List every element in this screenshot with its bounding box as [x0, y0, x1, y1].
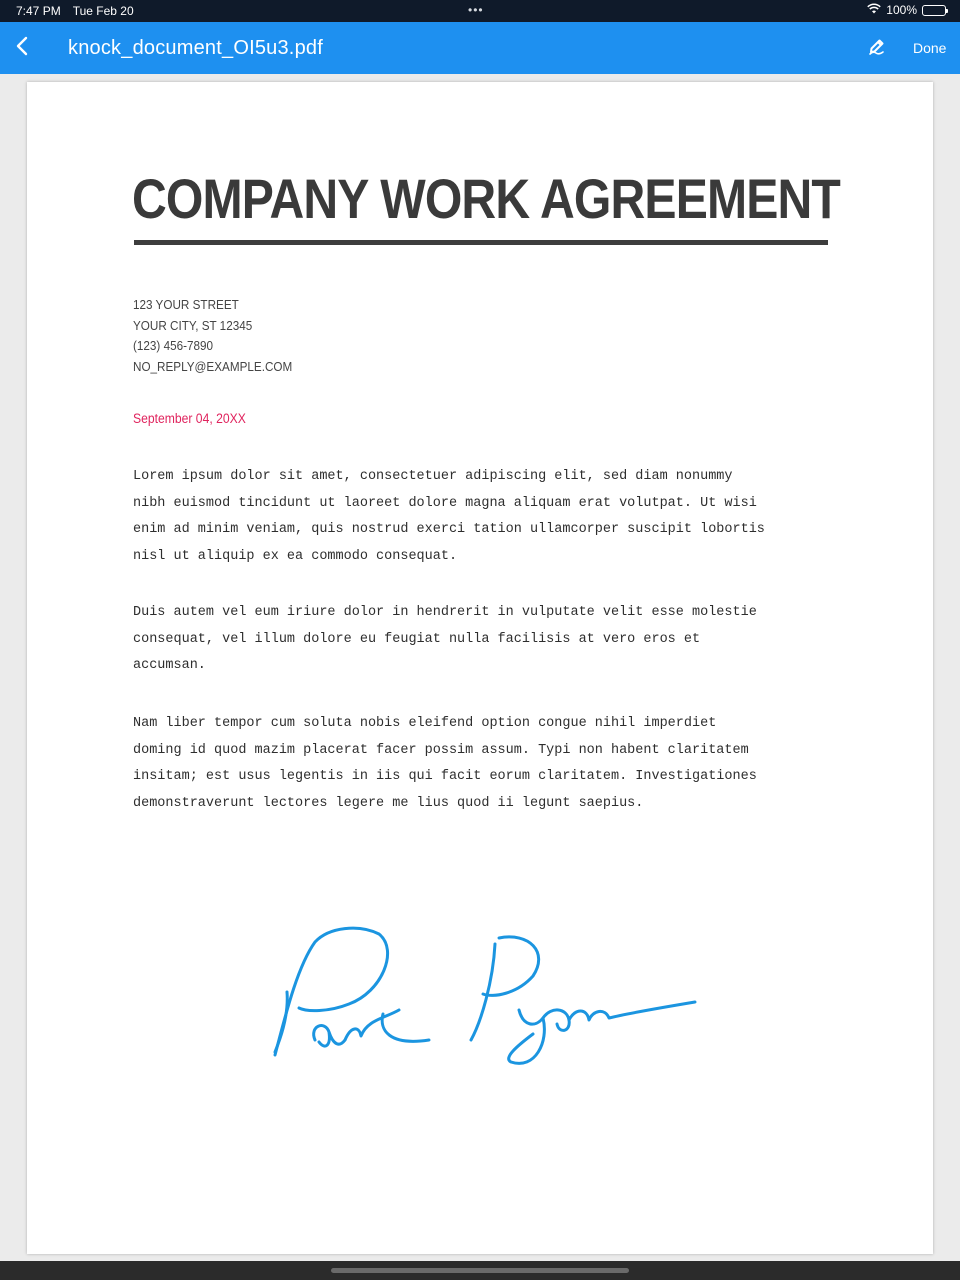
body-paragraph-1 — [133, 464, 833, 571]
handwritten-signature[interactable] — [267, 922, 697, 1072]
paragraph-line: Duis autem vel eum iriure dolor in hendrerit in vulputate velit esse molestie — [133, 605, 757, 620]
home-indicator[interactable] — [331, 1268, 629, 1273]
paragraph-line: demonstraverunt lectores legere me lius quod ii legunt saepius. — [133, 796, 644, 812]
paragraph-line: Lorem ipsum dolor sit amet, consectetuer adipiscing elit, sed diam nonummy — [133, 469, 733, 484]
paragraph-line: consequat, vel illum dolore eu feugiat nulla facilisis at vero eros et — [133, 631, 701, 647]
back-button[interactable] — [8, 34, 36, 62]
paragraph-line: enim ad minim veniam, quis nostrud exerci tation ullamcorper suscipit lobortis — [133, 522, 765, 538]
address-line: (123) 456-7890 — [133, 338, 214, 353]
status-time: 7:47 PM — [16, 4, 61, 18]
wifi-icon — [867, 3, 881, 17]
pen-edit-icon — [867, 36, 887, 61]
letter-date: September 04, 20XX — [133, 411, 246, 426]
multitasking-dots[interactable]: ••• — [468, 3, 484, 17]
done-button[interactable]: Done — [913, 40, 947, 56]
address-line: 123 YOUR STREET — [133, 297, 239, 312]
paragraph-line: accumsan. — [133, 658, 206, 674]
paragraph-line: nisl ut aliquip ex ea commodo consequat. — [133, 549, 458, 565]
sender-address — [133, 295, 310, 377]
chevron-left-icon — [15, 36, 29, 61]
address-line: NO_REPLY@EXAMPLE.COM — [133, 358, 293, 374]
title-divider — [134, 240, 828, 245]
battery-percent: 100% — [886, 3, 917, 17]
paragraph-line: nibh euismod tincidunt ut laoreet dolore magna aliquam erat volutpat. Ut wisi — [133, 495, 757, 511]
address-line: YOUR CITY, ST 12345 — [133, 317, 253, 333]
body-paragraph-2 — [133, 600, 833, 680]
home-bar-area — [0, 1261, 960, 1280]
status-bar — [0, 0, 960, 22]
body-paragraph-3 — [133, 711, 833, 818]
annotate-button[interactable] — [864, 35, 890, 61]
paragraph-line: insitam; est usus legentis in iis qui facit eorum claritatem. Investigationes — [133, 769, 757, 785]
battery-icon — [922, 5, 946, 16]
nav-bar — [0, 22, 960, 74]
status-date: Tue Feb 20 — [72, 4, 134, 18]
pdf-page — [27, 82, 933, 1254]
document-title: COMPANY WORK AGREEMENT — [132, 167, 840, 230]
paragraph-line: Nam liber tempor cum soluta nobis eleifend option congue nihil imperdiet — [133, 716, 717, 731]
paragraph-line: doming id quod mazim placerat facer possim assum. Typi non habent claritatem — [133, 742, 749, 758]
document-filename: knock_document_OI5u3.pdf — [68, 37, 323, 59]
